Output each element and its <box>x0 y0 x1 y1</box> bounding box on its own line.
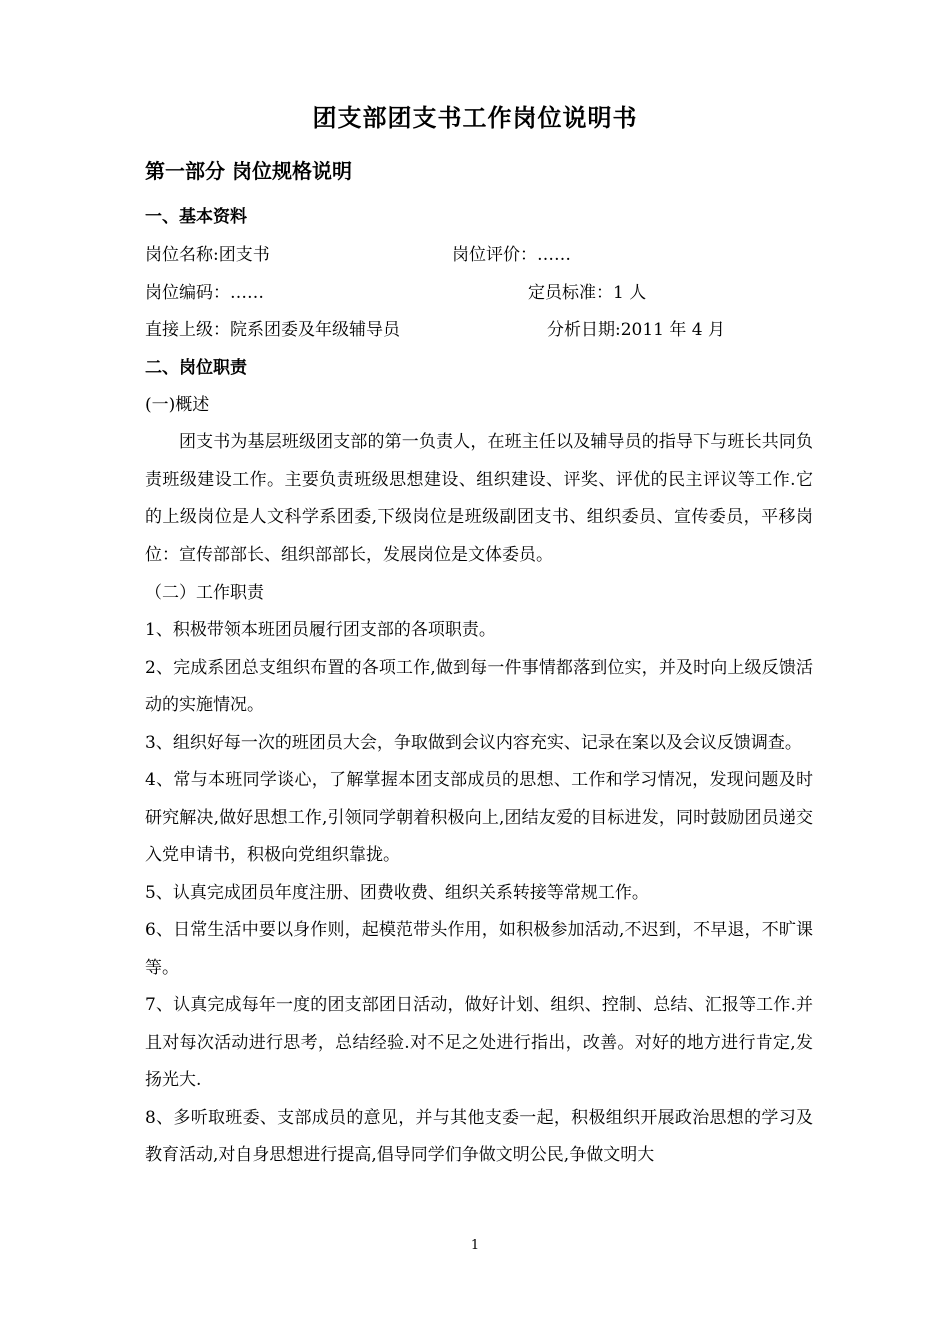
work-duties-heading: （二）工作职责 <box>145 583 264 603</box>
duty-item-3: 3、组织好每一次的班团员大会，争取做到会议内容充实、记录在案以及会议反馈调查。 <box>145 732 802 753</box>
duty-item-6: 6、日常生活中要以身作则，起模范带头作用，如积极参加活动,不迟到，不早退，不旷课等。 <box>145 920 813 978</box>
position-evaluation: 岗位评价：…… <box>452 245 571 265</box>
duty-list <box>145 612 813 1175</box>
basic-info-heading: 一、基本资料 <box>145 207 247 227</box>
position-name: 岗位名称:团支书 <box>145 245 270 265</box>
staffing-standard: 定员标准：1 人 <box>528 283 647 303</box>
duty-item-4: 4、常与本班同学谈心，了解掌握本团支部成员的思想、工作和学习情况，发现问题及时研究解决,做好思想工作,引领同学朝着积极向上,团结友爱的目标进发，同时鼓励团员递交入党申请书，积极向党组织靠拢。 <box>145 770 813 865</box>
analysis-date: 分析日期:2011 年 4 月 <box>547 320 726 340</box>
duties-heading: 二、岗位职责 <box>145 358 247 378</box>
duty-item-2: 2、完成系团总支组织布置的各项工作,做到每一件事情都落到位实，并及时向上级反馈活动的实施情况。 <box>145 657 813 715</box>
duty-item-8: 8、多听取班委、支部成员的意见，并与其他支委一起，积极组织开展政治思想的学习及教育活动,对自身思想进行提高,倡导同学们争做文明公民,争做文明大 <box>145 1107 813 1165</box>
duty-item-1: 1、积极带领本班团员履行团支部的各项职责。 <box>145 620 496 640</box>
overview-heading: (一)概述 <box>145 395 210 415</box>
duty-item-5: 5、认真完成团员年度注册、团费收费、组织关系转接等常规工作。 <box>145 882 649 903</box>
duty-item-7: 7、认真完成每年一度的团支部团日活动，做好计划、组织、控制、总结、汇报等工作.并且对每次活动进行思考，总结经验.对不足之处进行指出，改善。对好的地方进行肯定,发扬光大. <box>145 995 813 1090</box>
part-one-heading: 第一部分 岗位规格说明 <box>145 159 352 183</box>
page-number: 1 <box>470 1238 480 1253</box>
position-code: 岗位编码：…… <box>145 283 264 303</box>
overview-text: 团支书为基层班级团支部的第一负责人，在班主任以及辅导员的指导下与班长共同负责班级建设工作。主要负责班级思想建设、组织建设、评奖、评优的民主评议等工作.它的上级岗位是人文科学系团委,下级岗位是班级副团支书、组织委员、宣传委员，平移岗位：宣传部部长、组织部部长，发展岗位是文体委员。 <box>145 432 813 565</box>
overview-paragraph <box>145 424 813 574</box>
direct-superior: 直接上级：院系团委及年级辅导员 <box>145 320 400 340</box>
document-title: 团支部团支书工作岗位说明书 <box>312 103 638 132</box>
